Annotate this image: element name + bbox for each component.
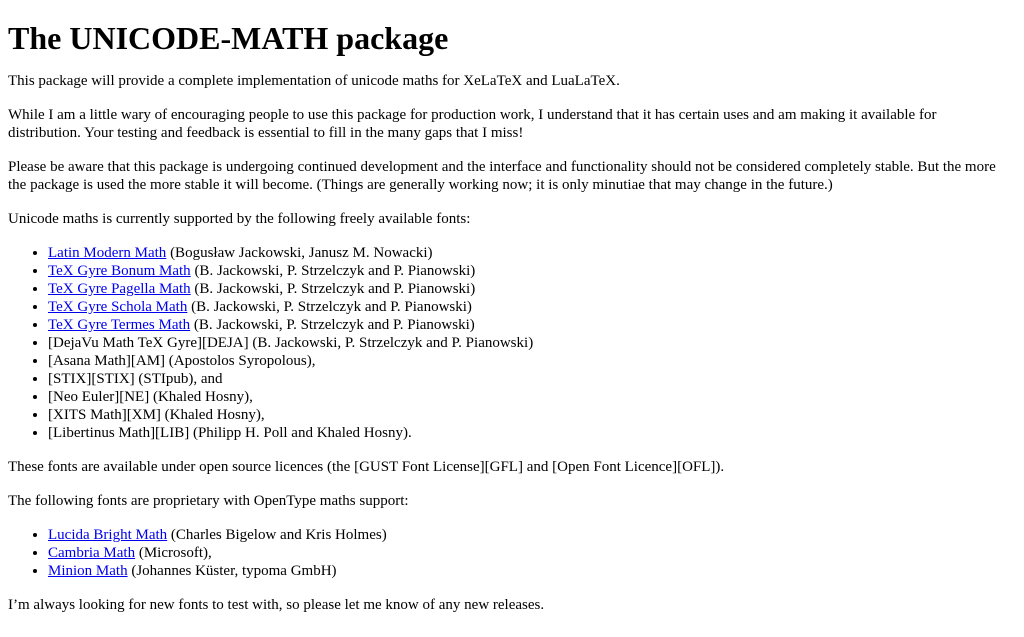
closing-paragraph: I’m always looking for new fonts to test with, so please let me know of any new releases.	[8, 597, 545, 613]
list-item	[48, 298, 1016, 316]
list-item	[48, 244, 1016, 262]
list-item	[48, 406, 1016, 424]
page-title: The UNICODE-MATH package	[8, 20, 449, 56]
font-link-minion-math[interactable]: Minion Math	[48, 563, 128, 579]
list-item	[48, 388, 1016, 406]
font-credit: (B. Jackowski, P. Strzelczyk and P. Pianowski)	[190, 263, 476, 279]
font-credit: (B. Jackowski, P. Strzelczyk and P. Pianowski)	[190, 281, 476, 297]
font-link-tex-gyre-pagella-math[interactable]: TeX Gyre Pagella Math	[48, 281, 191, 297]
list-item	[48, 280, 1016, 298]
proprietary-intro: The following fonts are proprietary with OpenType maths support:	[8, 493, 409, 509]
font-entry-text: [Neo Euler][NE] (Khaled Hosny),	[48, 389, 253, 405]
free-fonts-list	[8, 244, 1016, 442]
wary-paragraph: While I am a little wary of encouraging people to use this package for production work, I understand that it has certain uses and am making it available for distribution. Your testing and feedback is essential to fill in the many gaps that I miss!	[8, 107, 937, 141]
intro-paragraph: This package will provide a complete implementation of unicode maths for XeLaTeX and LuaLaTeX.	[8, 73, 620, 89]
list-item	[48, 526, 1016, 544]
font-entry-text: [STIX][STIX] (STIpub), and	[48, 371, 223, 387]
font-credit: (Johannes Küster, typoma GmbH)	[127, 563, 337, 579]
font-link-tex-gyre-bonum-math[interactable]: TeX Gyre Bonum Math	[48, 263, 191, 279]
list-item	[48, 424, 1016, 442]
font-entry-text: [XITS Math][XM] (Khaled Hosny),	[48, 407, 265, 423]
list-item	[48, 334, 1016, 352]
list-item	[48, 352, 1016, 370]
list-item	[48, 370, 1016, 388]
font-credit: (Microsoft),	[135, 545, 212, 561]
licences-paragraph: These fonts are available under open source licences (the [GUST Font License][GFL] and [Open Font Licence][OFL]).	[8, 459, 725, 475]
font-link-tex-gyre-schola-math[interactable]: TeX Gyre Schola Math	[48, 299, 188, 315]
font-credit: (Bogusław Jackowski, Janusz M. Nowacki)	[166, 245, 433, 261]
font-link-tex-gyre-termes-math[interactable]: TeX Gyre Termes Math	[48, 317, 191, 333]
stability-paragraph: Please be aware that this package is undergoing continued development and the interface and functionality should not be considered completely stable. But the more the package is used the more stable it will become. (Things are generally working now; it is only minutiae that may change in the future.)	[8, 159, 996, 193]
font-entry-text: [Libertinus Math][LIB] (Philipp H. Poll and Khaled Hosny).	[48, 425, 412, 441]
font-entry-text: [DejaVu Math TeX Gyre][DEJA] (B. Jackowski, P. Strzelczyk and P. Pianowski)	[48, 335, 534, 351]
free-fonts-intro: Unicode maths is currently supported by the following freely available fonts:	[8, 211, 471, 227]
font-credit: (B. Jackowski, P. Strzelczyk and P. Pianowski)	[190, 317, 475, 333]
font-link-latin-modern-math[interactable]: Latin Modern Math	[48, 245, 167, 261]
list-item	[48, 544, 1016, 562]
list-item	[48, 316, 1016, 334]
font-credit: (B. Jackowski, P. Strzelczyk and P. Pianowski)	[187, 299, 472, 315]
font-entry-text: [Asana Math][AM] (Apostolos Syropolous),	[48, 353, 316, 369]
list-item	[48, 262, 1016, 280]
font-link-cambria-math[interactable]: Cambria Math	[48, 545, 136, 561]
font-link-lucida-bright-math[interactable]: Lucida Bright Math	[48, 527, 168, 543]
list-item	[48, 562, 1016, 580]
proprietary-fonts-list	[8, 526, 1016, 580]
font-credit: (Charles Bigelow and Kris Holmes)	[167, 527, 387, 543]
